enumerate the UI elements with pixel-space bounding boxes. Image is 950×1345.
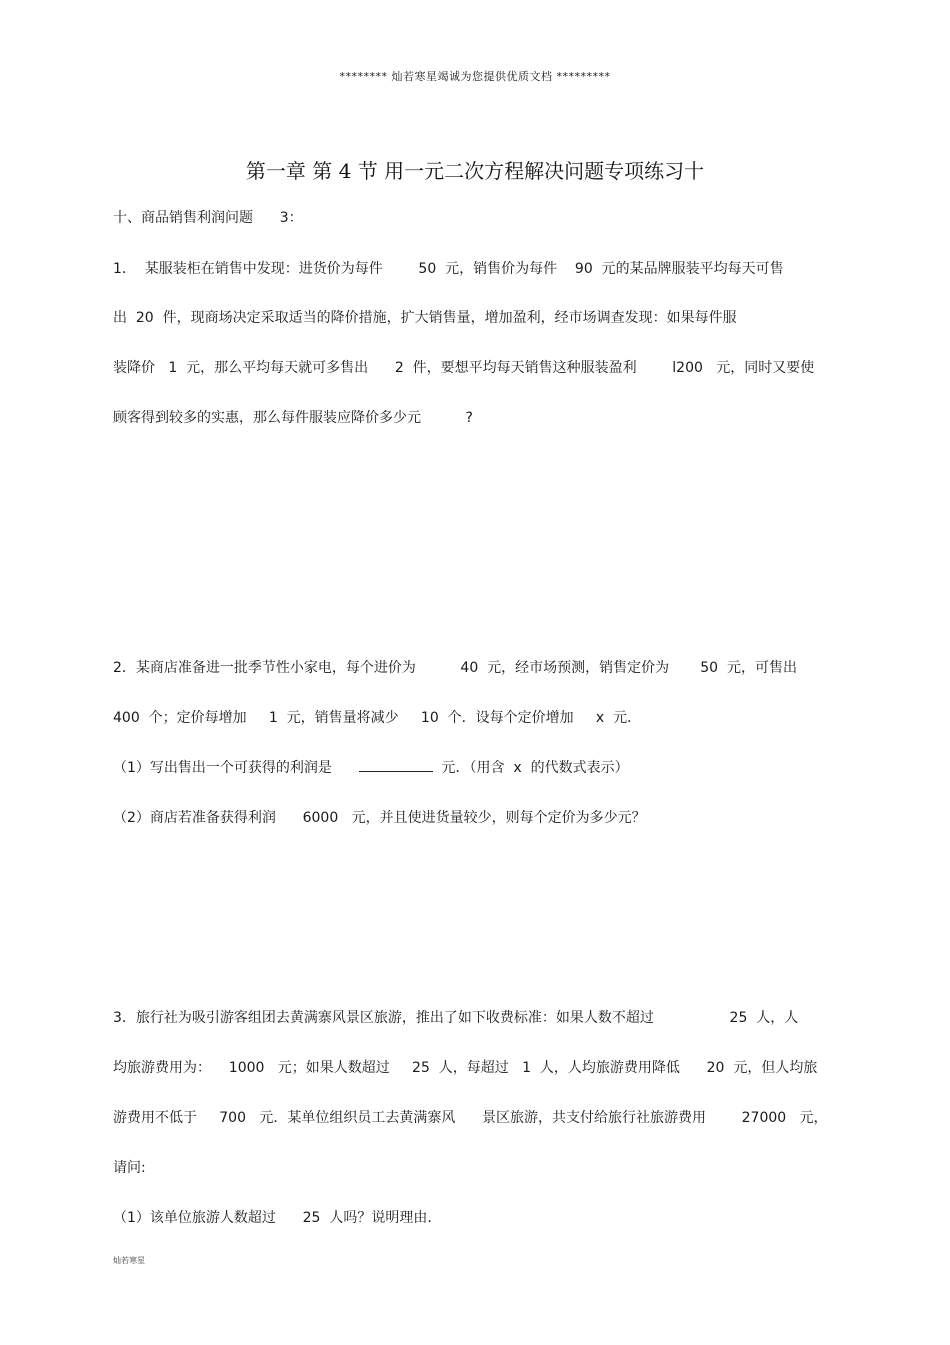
q2-part-1	[113, 757, 629, 777]
q2-part-2: （2）商店若准备获得利润 6000 元，并且使进货量较少，则每个定价为多少元？	[113, 810, 646, 826]
q3-line-4: 请问:	[113, 1160, 146, 1176]
q3-part-1: （1）该单位旅游人数超过 25 人吗？说明理由.	[113, 1210, 432, 1226]
q3-line-2: 均旅游费用为： 1000 元；如果人数超过 25 人，每超过 1 人，人均旅游费用降低 20 元，但人均旅	[113, 1060, 818, 1076]
q2-part-1-unit: 元．（用含 x 的代数式表示）	[432, 760, 629, 776]
page-header: ******** 灿若寒星竭诚为您提供优质文档 *********	[339, 70, 611, 83]
q1-line-4: 顾客得到较多的实惠，那么每件服装应降价多少元 ?	[113, 410, 473, 426]
q2-line-1: 2．某商店准备进一批季节性小家电，每个进价为 40 元，经市场预测，销售定价为 50 元，可售出	[113, 660, 797, 676]
q1-line-2: 出 20 件，现商场决定采取适当的降价措施，扩大销售量，增加盈利，经市场调查发现：如果每件服	[113, 310, 737, 326]
q3-line-1: 3．旅行社为吸引游客组团去黄满寨风景区旅游，推出了如下收费标准：如果人数不超过 25 人，人	[113, 1010, 799, 1026]
page-title: 第一章 第 4 节 用一元二次方程解决问题专项练习十	[245, 159, 705, 183]
q1-line-3: 装降价 1 元，那么平均每天就可多售出 2 件，要想平均每天销售这种服装盈利 l200 元，同时又要使	[113, 360, 815, 376]
q2-part-1-text: （1）写出售出一个可获得的利润是	[113, 760, 359, 776]
section-heading: 十、商品销售利润问题 3：	[113, 210, 303, 226]
q1-line-1: 1． 某服装柜在销售中发现：进货价为每件 50 元，销售价为每件 90 元的某品牌服装平均每天可售	[113, 261, 784, 277]
q3-line-3: 游费用不低于 700 元．某单位组织员工去黄满寨风 景区旅游，共支付给旅行社旅游费用 27000 元，	[113, 1110, 828, 1126]
q2-line-2: 400 个；定价每增加 1 元，销售量将减少 10 个．设每个定价增加 x 元．	[113, 710, 642, 726]
page-footer: 灿若寒星	[113, 1256, 145, 1265]
answer-blank	[359, 757, 433, 772]
